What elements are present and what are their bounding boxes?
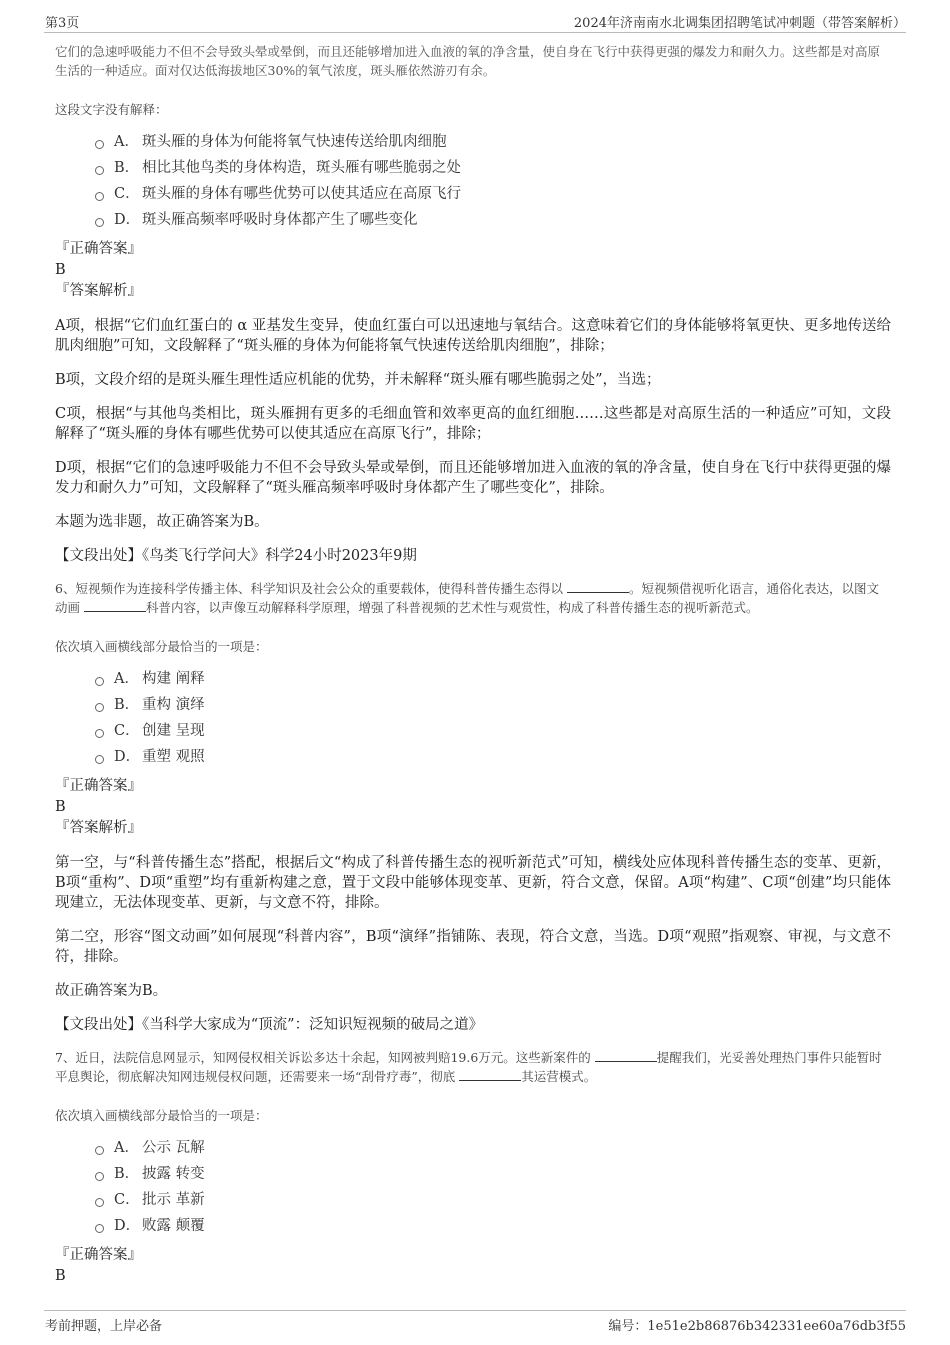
option-b[interactable]: B． 披露 转变 bbox=[95, 1161, 891, 1187]
q6-options bbox=[95, 666, 891, 770]
option-c[interactable]: C． 斑头雁的身体有哪些优势可以使其适应在高原飞行 bbox=[95, 181, 891, 207]
analysis-paragraph: 第一空，与“科普传播生态”搭配，根据后文“构成了科普传播生态的视听新范式”可知，横线处应体现科普传播生态的变革、更新，B项“重构”、D项“重塑”均有重新构建之意，置于文段中能够体现变革、更新，符合文意，保留。A项“构建”、C项“创建”均只能体现建立，无法体现变革、更新，与文意不符，排除。 bbox=[55, 855, 891, 911]
radio-icon[interactable] bbox=[95, 140, 104, 149]
option-d[interactable]: D． 败露 颠覆 bbox=[95, 1213, 891, 1239]
fill-blank bbox=[595, 1049, 657, 1062]
analysis-paragraph: A项，根据“它们血红蛋白的 α 亚基发生变异，使血红蛋白可以迅速地与氧结合。这意味着它们的身体能够将氧更快、更多地传送给肌肉细胞”可知，文段解释了“斑头雁的身体为何能将氧气快速传送给肌肉细胞”，排除； bbox=[55, 318, 891, 354]
radio-icon[interactable] bbox=[95, 1198, 104, 1207]
analysis-conclusion: 本题为选非题，故正确答案为B。 bbox=[55, 514, 269, 530]
analysis-paragraph: C项，根据“与其他鸟类相比，斑头雁拥有更多的毛细血管和效率更高的血红细胞……这些都是对高原生活的一种适应”可知，文段解释了“斑头雁的身体有哪些优势可以使其适应在高原飞行”，排除； bbox=[55, 406, 891, 442]
option-b[interactable]: B． 相比其他鸟类的身体构造，斑头雁有哪些脆弱之处 bbox=[95, 155, 891, 181]
q7-stem: 7、近日，法院信息网显示，知网侵权相关诉讼多达十余起，知网被判赔19.6万元。这些新案件的 提醒我们，光妥善处理热门事件只能暂时平息舆论，彻底解决知网违规侵权问题，还需要来一场“刮骨疗毒”，彻底 其运营模式。 bbox=[55, 1050, 882, 1084]
radio-icon[interactable] bbox=[95, 755, 104, 764]
option-c[interactable]: C． 批示 革新 bbox=[95, 1187, 891, 1213]
q6-stem: 6、短视频作为连接科学传播主体、科学知识及社会公众的重要载体，使得科普传播生态得以 。短视频借视听化语言，通俗化表达，以图文动画 科普内容，以声像互动解释科学原理，增强了科普视频的艺术性与观赏性，构成了科普传播生态的视听新范式。 bbox=[55, 581, 879, 615]
passage-source: 【文段出处】《鸟类飞行学问大》科学24小时2023年9期 bbox=[55, 548, 417, 564]
radio-icon[interactable] bbox=[95, 218, 104, 227]
option-b[interactable]: B． 重构 演绎 bbox=[95, 692, 891, 718]
radio-icon[interactable] bbox=[95, 729, 104, 738]
analysis-paragraph: B项，文段介绍的是斑头雁生理性适应机能的优势，并未解释“斑头雁有哪些脆弱之处”，当选； bbox=[55, 372, 661, 388]
fill-blank bbox=[567, 580, 629, 593]
answer-label: 『正确答案』 bbox=[55, 241, 142, 257]
option-d[interactable]: D． 斑头雁高频率呼吸时身体都产生了哪些变化 bbox=[95, 207, 891, 233]
answer-label: 『正确答案』 bbox=[55, 778, 142, 794]
answer-label: 『正确答案』 bbox=[55, 1247, 142, 1263]
answer-value: B bbox=[55, 262, 66, 278]
footer-divider bbox=[44, 1310, 906, 1311]
q5-passage: 它们的急速呼吸能力不但不会导致头晕或晕倒，而且还能够增加进入血液的氧的净含量，使自身在飞行中获得更强的爆发力和耐久力。这些都是对高原生活的一种适应。面对仅达低海拔地区30%的氧气浓度，斑头雁依然游刃有余。 bbox=[55, 44, 881, 78]
option-a[interactable]: A． 斑头雁的身体为何能将氧气快速传送给肌肉细胞 bbox=[95, 129, 891, 155]
answer-value: B bbox=[55, 799, 66, 815]
footer-slogan: 考前押题，上岸必备 bbox=[45, 1319, 163, 1334]
option-c[interactable]: C． 创建 呈现 bbox=[95, 718, 891, 744]
page-header bbox=[0, 0, 950, 30]
answer-value: B bbox=[55, 1268, 66, 1284]
analysis-paragraph: 第二空，形容“图文动画”如何展现“科普内容”，B项“演绎”指铺陈、表现，符合文意，当选。D项“观照”指观察、审视，与文意不符，排除。 bbox=[55, 929, 891, 965]
radio-icon[interactable] bbox=[95, 677, 104, 686]
radio-icon[interactable] bbox=[95, 1146, 104, 1155]
option-a[interactable]: A． 公示 瓦解 bbox=[95, 1135, 891, 1161]
q5-prompt: 这段文字没有解释： bbox=[55, 102, 168, 117]
radio-icon[interactable] bbox=[95, 703, 104, 712]
passage-source: 【文段出处】《当科学大家成为“顶流”：泛知识短视频的破局之道》 bbox=[55, 1017, 484, 1033]
document-code: 编号：1e51e2b86876b342331ee60a76db3f55 bbox=[608, 1319, 906, 1334]
analysis-label: 『答案解析』 bbox=[55, 283, 142, 299]
option-d[interactable]: D． 重塑 观照 bbox=[95, 744, 891, 770]
radio-icon[interactable] bbox=[95, 1224, 104, 1233]
document-title: 2024年济南南水北调集团招聘笔试冲刺题（带答案解析） bbox=[573, 16, 906, 31]
analysis-label: 『答案解析』 bbox=[55, 820, 142, 836]
q6-prompt: 依次填入画横线部分最恰当的一项是： bbox=[55, 639, 268, 654]
page-number: 第3页 bbox=[45, 16, 80, 31]
analysis-paragraph: D项，根据“它们的急速呼吸能力不但不会导致头晕或晕倒，而且还能够增加进入血液的氧的净含量，使自身在飞行中获得更强的爆发力和耐久力”可知，文段解释了“斑头雁高频率呼吸时身体都产生了哪些变化”，排除。 bbox=[55, 460, 891, 496]
analysis-conclusion: 故正确答案为B。 bbox=[55, 983, 168, 999]
q7-options bbox=[95, 1135, 891, 1239]
radio-icon[interactable] bbox=[95, 192, 104, 201]
option-a[interactable]: A． 构建 阐释 bbox=[95, 666, 891, 692]
fill-blank bbox=[459, 1068, 521, 1081]
main-content bbox=[55, 42, 891, 1287]
radio-icon[interactable] bbox=[95, 166, 104, 175]
q5-options bbox=[95, 129, 891, 233]
q7-prompt: 依次填入画横线部分最恰当的一项是： bbox=[55, 1108, 268, 1123]
header-divider bbox=[44, 32, 906, 33]
fill-blank bbox=[84, 599, 146, 612]
radio-icon[interactable] bbox=[95, 1172, 104, 1181]
